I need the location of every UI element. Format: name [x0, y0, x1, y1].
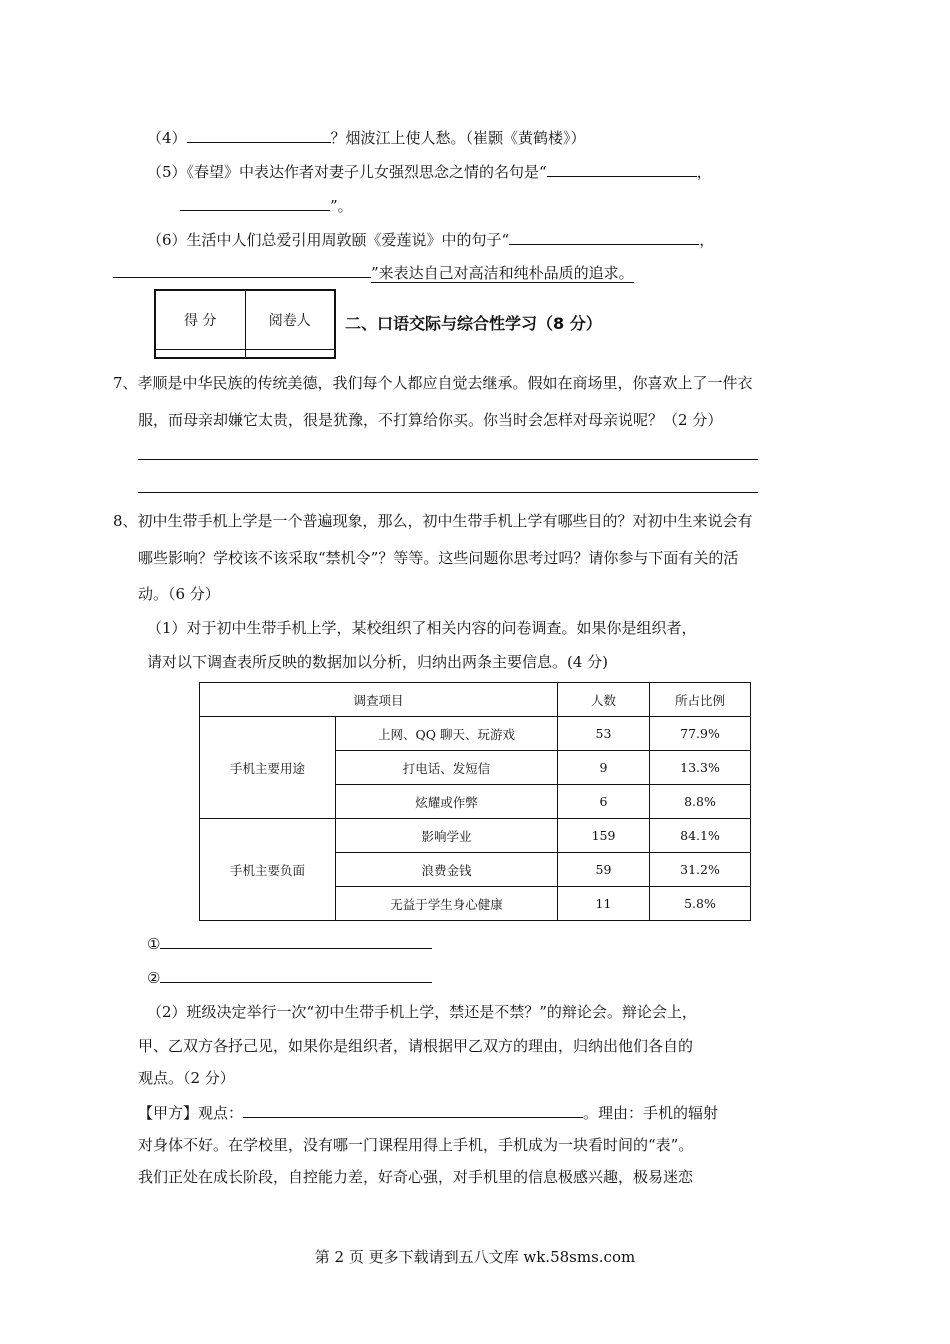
q8-part2-line-2: 甲、乙双方各抒己见，如果你是组织者，请根据甲乙双方的理由，归纳出他们各自的 [138, 1037, 694, 1055]
answer-2-line: ② [147, 967, 432, 988]
q7-line-1: 7、孝顺是中华民族的传统美德，我们每个人都应自觉去继承。假如在商场里，你喜欢上了一件衣 [113, 374, 753, 392]
q8-line-3: 动。（6 分） [138, 585, 220, 603]
row-item: 影响学业 [336, 819, 558, 853]
q5-answer-blank-2[interactable] [180, 195, 330, 211]
q4-line: （4） ？烟波江上使人愁。（崔颢《黄鹤楼》） [147, 129, 586, 147]
jia-reason-line-2: 对身体不好。在学校里，没有哪一门课程用得上手机，手机成为一块看时间的“表”。 [138, 1136, 694, 1154]
row-ratio: 77.9% [650, 717, 751, 751]
table-row [200, 717, 751, 751]
row-item: 打电话、发短信 [336, 751, 558, 785]
q8-part1-line-2: 请对以下调查表所反映的数据加以分析，归纳出两条主要信息。(4 分) [147, 653, 609, 671]
q8-line-1: 8、初中生带手机上学是一个普遍现象，那么，初中生带手机上学有哪些目的？对初中生来说会有 [113, 512, 753, 530]
q8-part1-line-1: （1）对于初中生带手机上学，某校组织了相关内容的问卷调查。如果你是组织者， [147, 619, 697, 637]
survey-table [199, 682, 751, 921]
score-cell[interactable] [156, 350, 246, 358]
jia-viewpoint-blank[interactable] [243, 1102, 583, 1118]
header-ratio: 所占比例 [650, 683, 751, 717]
q8-part2-line-3: 观点。（2 分） [138, 1069, 235, 1087]
group-usage: 手机主要用途 [200, 717, 336, 819]
row-count: 159 [558, 819, 650, 853]
reviewer-cell[interactable] [245, 350, 335, 358]
score-box [154, 289, 336, 359]
row-item: 炫耀或作弊 [336, 785, 558, 819]
row-ratio: 8.8% [650, 785, 751, 819]
score-label: 得 分 [156, 291, 246, 350]
q7-line-2: 服，而母亲却嫌它太贵，很是犹豫，不打算给你买。你当时会怎样对母亲说呢？（2 分） [138, 411, 723, 429]
row-ratio: 31.2% [650, 853, 751, 887]
table-row [200, 819, 751, 853]
row-ratio: 84.1% [650, 819, 751, 853]
q6-answer-blank-2[interactable] [113, 262, 371, 278]
row-count: 53 [558, 717, 650, 751]
header-count: 人数 [558, 683, 650, 717]
q4-answer-blank[interactable] [187, 127, 331, 143]
jia-viewpoint-line: 【甲方】观点： 。理由：手机的辐射 [138, 1104, 719, 1122]
row-ratio: 5.8% [650, 887, 751, 921]
q6-line-2: ”来表达自己对高洁和纯朴品质的追求。 [113, 262, 634, 283]
header-item: 调查项目 [200, 683, 558, 717]
q8-line-2: 哪些影响？学校该不该采取“禁机令”？等等。这些问题你思考过吗？请你参与下面有关的活 [138, 549, 739, 567]
q5-line: （5）《春望》中表达作者对妻子儿女强烈思念之情的名句是“ ， [147, 163, 712, 181]
page-footer: 第 2 页 更多下载请到五八文库 wk.58sms.com [314, 1248, 636, 1266]
q5-answer-blank-1[interactable] [547, 161, 697, 177]
row-count: 6 [558, 785, 650, 819]
q7-answer-line-1[interactable] [138, 459, 758, 460]
q6-line: （6）生活中人们总爱引用周敦颐《爱莲说》中的句子“ ， [147, 231, 715, 249]
q7-answer-line-2[interactable] [138, 492, 758, 493]
reviewer-label: 阅卷人 [245, 291, 335, 350]
row-count: 59 [558, 853, 650, 887]
answer-1-line: ① [147, 933, 432, 954]
row-item: 浪费金钱 [336, 853, 558, 887]
row-count: 11 [558, 887, 650, 921]
answer-1-blank[interactable] [160, 933, 432, 949]
row-item: 上网、QQ 聊天、玩游戏 [336, 717, 558, 751]
jia-reason-line-3: 我们正处在成长阶段，自控能力差，好奇心强，对手机里的信息极感兴趣，极易迷恋 [138, 1168, 694, 1186]
row-ratio: 13.3% [650, 751, 751, 785]
q6-answer-blank-1[interactable] [509, 229, 699, 245]
row-item: 无益于学生身心健康 [336, 887, 558, 921]
answer-2-blank[interactable] [160, 967, 432, 983]
section-2-title: 二、口语交际与综合性学习（8 分） [345, 314, 602, 333]
q5-line-2: ”。 [180, 195, 353, 216]
row-count: 9 [558, 751, 650, 785]
q8-part2-line-1: （2）班级决定举行一次“初中生带手机上学，禁还是不禁？”的辩论会。辩论会上， [147, 1003, 697, 1021]
group-negative: 手机主要负面 [200, 819, 336, 921]
